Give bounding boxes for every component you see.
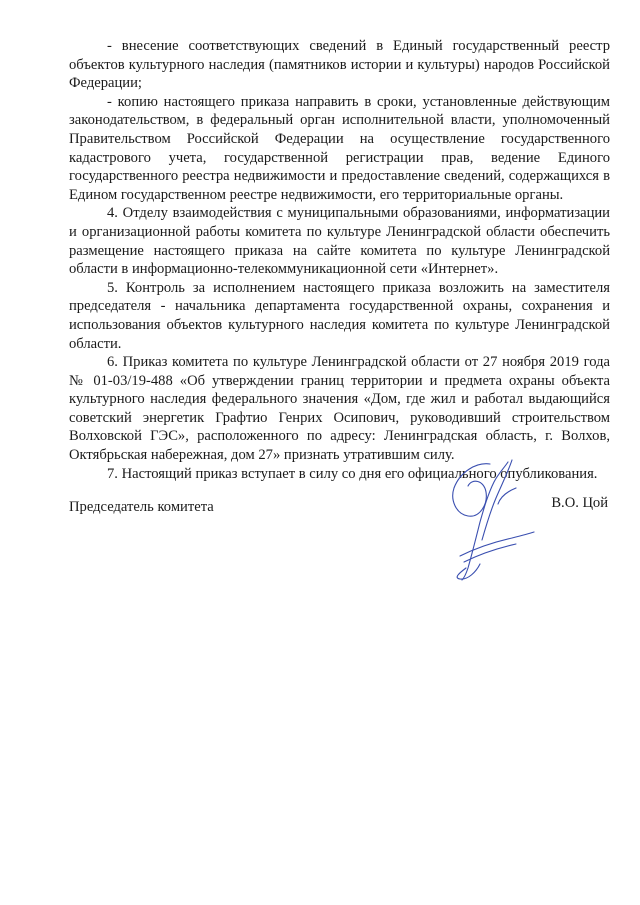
paragraph-item-4: 4. Отделу взаимодействия с муниципальными образованиями, информатизации и организационной работы комитета по культуре Ленинградской области обеспечить размещение настоящего приказа на сайте комитета по культуре Ленинградской области в информационно-телекоммуникационной сети «Интернет». (69, 205, 610, 278)
paragraph-registry-entry: - внесение соответствующих сведений в Единый государственный реестр объектов культурного наследия (памятников истории и культуры) народов Российской Федерации; (69, 38, 610, 92)
document-body (69, 37, 610, 483)
signature-stroke (460, 532, 534, 556)
signatory-title: Председатель комитета (69, 499, 214, 515)
signatory-name: В.О. Цой (551, 495, 608, 511)
paragraph-copy-send: - копию настоящего приказа направить в сроки, установленные действующим законодательством, в федеральный орган исполнительной власти, уполномоченный Правительством Российской Федерации на осуществление государственного кадастрового учета, государственной регистрации прав, ведение Единого государственного реестра недвижимости и предоставление сведений, содержащихся в Едином государственном реестре недвижимости, его территориальные органы. (69, 93, 610, 203)
paragraph-item-7: 7. Настоящий приказ вступает в силу со дня его официального опубликования. (107, 465, 598, 482)
paragraph-item-5: 5. Контроль за исполнением настоящего приказа возложить на заместителя председателя - начальника департамента государственной охраны, сохранения и использования объектов культурного наследия комитета по культуре Ленинградской области. (69, 279, 610, 352)
paragraph-item-6: 6. Приказ комитета по культуре Ленинградской области от 27 ноября 2019 года № 01-03/19-488 «Об утверждении границ территории и предмета охраны объекта культурного наследия федерального значения «Дом, где жил и работал выдающийся советский энергетик Графтио Генрих Осипович, руководивший строительством Волховской ГЭС», расположенного по адресу: Ленинградская область, г. Волхов, Октябрьская набережная, дом 27» признать утратившим силу. (69, 354, 610, 464)
handwritten-signature (446, 458, 538, 582)
signature-stroke (498, 488, 516, 504)
signature-stroke (462, 462, 508, 580)
